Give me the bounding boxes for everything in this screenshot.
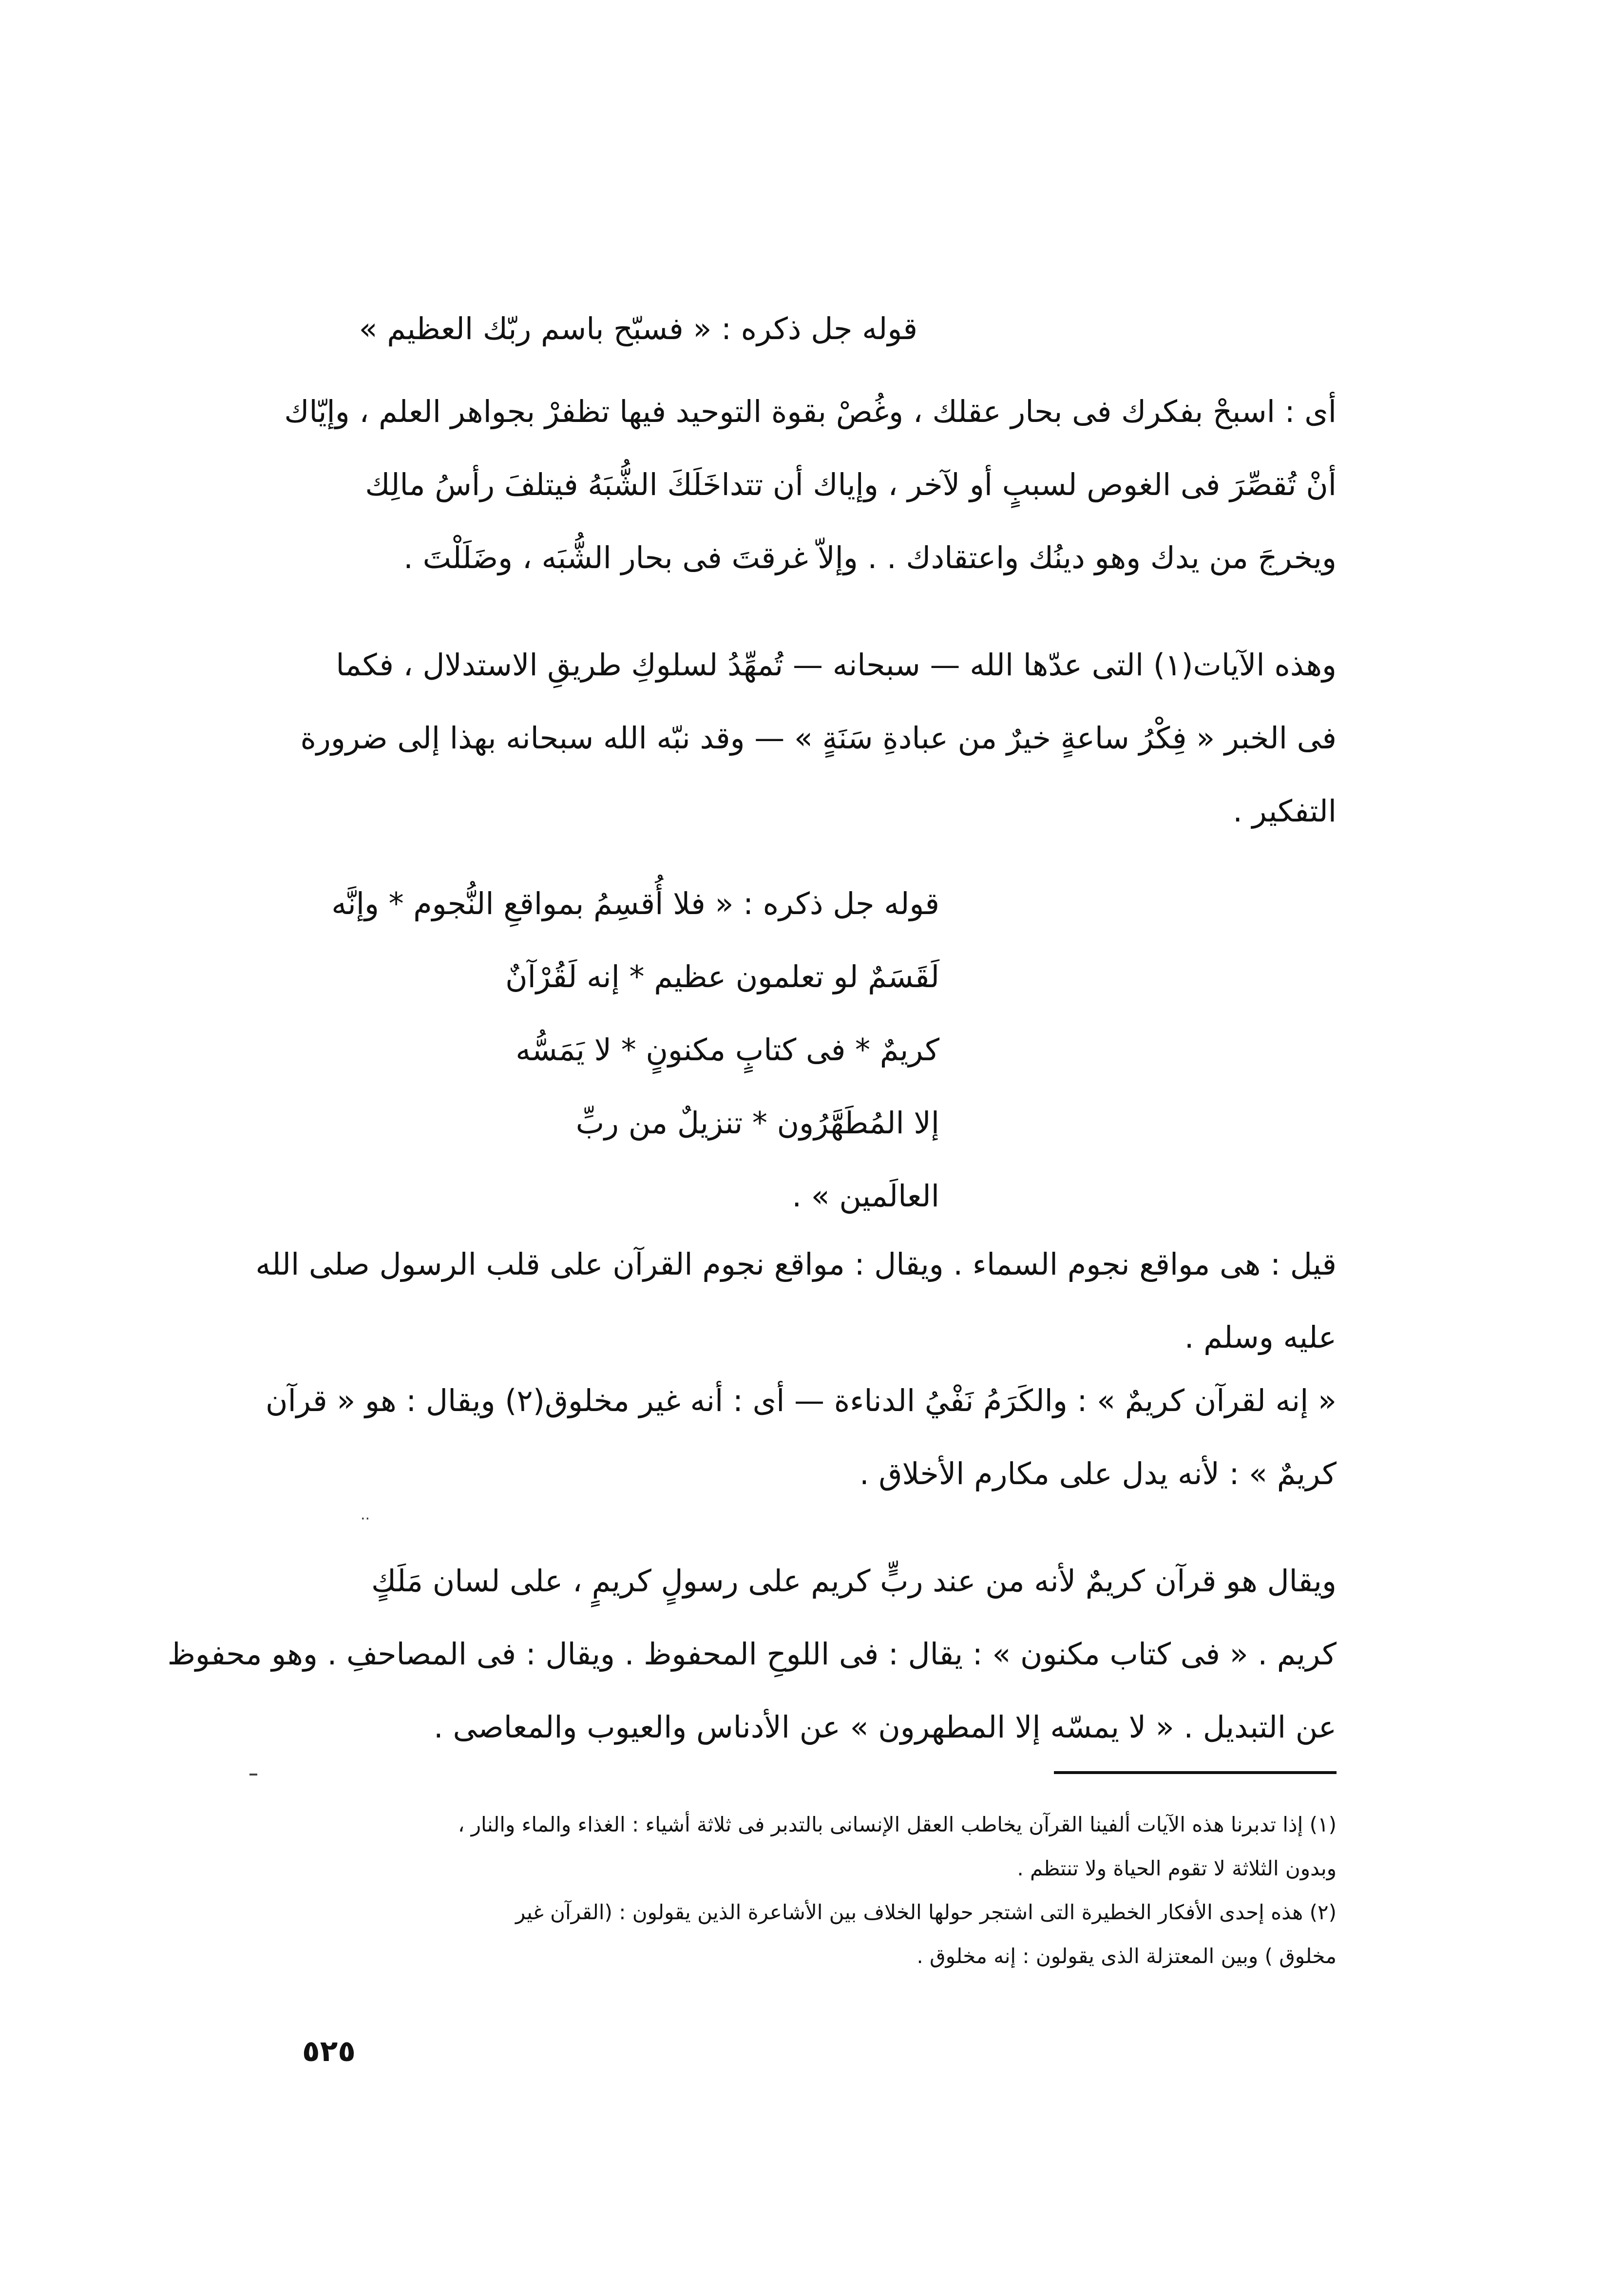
paragraph-2-line: فى الخبر « فِكْرُ ساعةٍ خيرٌ من عبادةِ سَنَةٍ » — وقد نبّه الله سبحانه بهذا إلى ضرورة: [300, 720, 1337, 756]
verse-line: إلا المُطَهَّرُون * تنزيلٌ من ربِّ: [575, 1105, 939, 1141]
paragraph-3-line: عليه وسلم .: [1184, 1319, 1337, 1355]
paragraph-4-line: « إنه لقرآن كريمٌ » : والكَرَمُ نَفْيُ الدناءة — أى : أنه غير مخلوق(٢) ويقال : هو « قرآن: [266, 1383, 1337, 1418]
paragraph-4-line: كريمٌ » : لأنه يدل على مكارم الأخلاق .: [859, 1456, 1337, 1491]
page-number: ٥٢٥: [302, 2034, 356, 2068]
paragraph-5-line: عن التبديل . « لا يمسّه إلا المطهرون » عن الأدناس والعيوب والمعاصى .: [434, 1709, 1337, 1745]
paragraph-1-line: أنْ تُقصِّرَ فى الغوص لسببٍ أو لآخر ، وإياك أن تتداخَلَكَ الشُّبَهُ فيتلفَ رأسُ مالِك: [365, 467, 1337, 502]
paragraph-4: [266, 1364, 1337, 1510]
footnote-line: (١) إذا تدبرنا هذه الآيات ألفينا القرآن يخاطب العقل الإنسانى بالتدبر فى ثلاثة أشياء : الغذاء والماء والنار ،: [458, 1813, 1337, 1836]
footnote-line: وبدون الثلاثة لا تقوم الحياة ولا تنتظم .: [1017, 1856, 1337, 1880]
paragraph-5-line: ويقال هو قرآن كريمٌ لأنه من عند ربٍّ كريم على رسولٍ كريمٍ ، على لسان مَلَكٍ: [371, 1563, 1337, 1599]
verse-line: العالَمين » .: [792, 1178, 939, 1214]
paragraph-1-line: أى : اسبحْ بفكرك فى بحار عقلك ، وغُصْ بقوة التوحيد فيها تظفرْ بجواهر العلم ، وإيّاك: [284, 394, 1337, 429]
footnote-line: (٢) هذه إحدى الأفكار الخطيرة التى اشتجر حولها الخلاف بين الأشاعرة الذين يقولون : (القرآن غير: [515, 1900, 1337, 1924]
paragraph-2-line: وهذه الآيات(١) التى عدّها الله — سبحانه — تُمهِّدُ لسلوكِ طريقِ الاستدلال ، فكما: [336, 647, 1337, 683]
margin-mark: [249, 1774, 257, 1776]
paragraph-1: [284, 375, 1337, 594]
paragraph-2-line: التفكير .: [1233, 793, 1337, 829]
paragraph-1-line: ويخرجَ من يدك وهو دينُك واعتقادك . . وإلاّ غرقتَ فى بحار الشُّبَه ، وضَلَلْتَ .: [403, 540, 1337, 575]
verse-line: قوله جل ذكره : « فلا أُقسِمُ بمواقعِ النُّجوم * وإنَّه: [331, 886, 939, 921]
verse-heading: قوله جل ذكره : « فسبّح باسم ربّك العظيم »: [359, 311, 917, 346]
paragraph-3: [255, 1228, 1337, 1374]
footnote-line: مخلوق ) وبين المعتزلة الذى يقولون : إنه مخلوق .: [917, 1944, 1337, 1968]
footnote-divider: [1054, 1771, 1337, 1774]
paragraph-2: [289, 629, 1337, 848]
paragraph-3-line: قيل : هى مواقع نجوم السماء . ويقال : مواقع نجوم القرآن على قلب الرسول صلى الله: [255, 1246, 1337, 1282]
footnotes: [289, 1803, 1337, 1978]
verse-line: كريمٌ * فى كتابٍ مكنونٍ * لا يَمَسُّه: [516, 1032, 939, 1068]
paragraph-5: [167, 1545, 1337, 1764]
quran-verses-block: [291, 867, 939, 1233]
paragraph-5-line: كريم . « فى كتاب مكنون » : يقال : فى اللوحِ المحفوظ . ويقال : فى المصاحفِ . وهو محفوظ: [167, 1636, 1337, 1672]
verse-line: لَقَسَمٌ لو تعلمون عظيم * إنه لَقُرْآنٌ: [505, 959, 939, 994]
stray-mark: ··: [361, 1510, 370, 1527]
